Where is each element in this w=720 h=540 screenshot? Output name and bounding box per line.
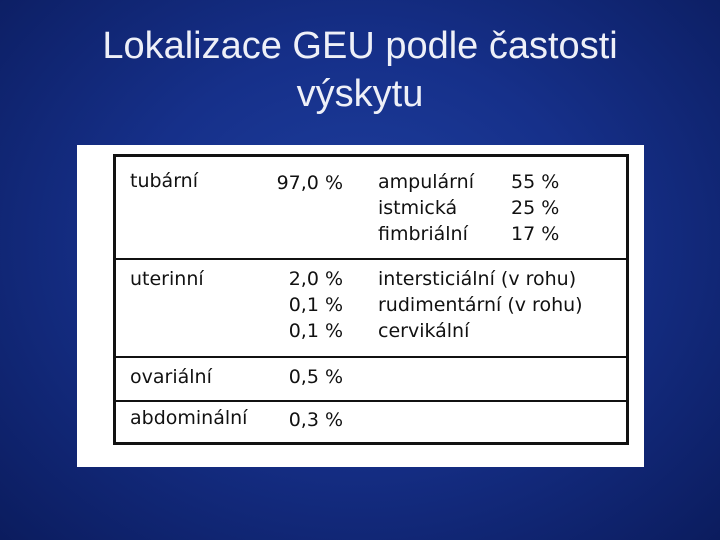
rate-value: 2,0 % [288,268,343,290]
subsite-label: cervikální [378,320,470,342]
subsite-label: fimbriální [378,223,468,245]
site-rate-list [276,266,343,344]
site-rate [276,364,343,390]
subsite-list [378,266,583,344]
subsite-rate: 55 % [511,171,560,193]
subsite-label: istmická [378,197,458,219]
subsite-rate-list [511,169,559,247]
subsite-rate: 17 % [511,223,560,245]
site-rate [276,170,343,196]
slide-title-line-1: Lokalizace GEU podle častosti [102,25,618,67]
scanned-table-image [77,145,644,467]
slide-title-line-2: výskytu [296,73,424,115]
site-label: ovariální [130,366,212,388]
subsite-label: rudimentární (v rohu) [378,294,583,316]
rate-value: 0,1 % [288,294,343,316]
subsite-rate: 25 % [511,197,560,219]
table-row-abdominalni [116,400,626,442]
table-row-tubarni [116,157,626,260]
rate-value: 0,1 % [288,320,343,342]
site-label: abdominální [130,407,248,429]
subsite-label: intersticiální (v rohu) [378,268,577,290]
rate-value: 0,5 % [288,366,343,388]
slide-title [0,22,720,118]
frequency-table [113,154,629,445]
table-row-uterinni [116,258,626,358]
site-label: uterinní [130,268,204,290]
table-row-ovarialni [116,356,626,402]
subsite-list [378,169,474,247]
site-rate [276,407,343,433]
rate-value: 97,0 % [276,172,343,194]
rate-value: 0,3 % [288,409,343,431]
site-label: tubární [130,170,198,192]
subsite-label: ampulární [378,171,474,193]
